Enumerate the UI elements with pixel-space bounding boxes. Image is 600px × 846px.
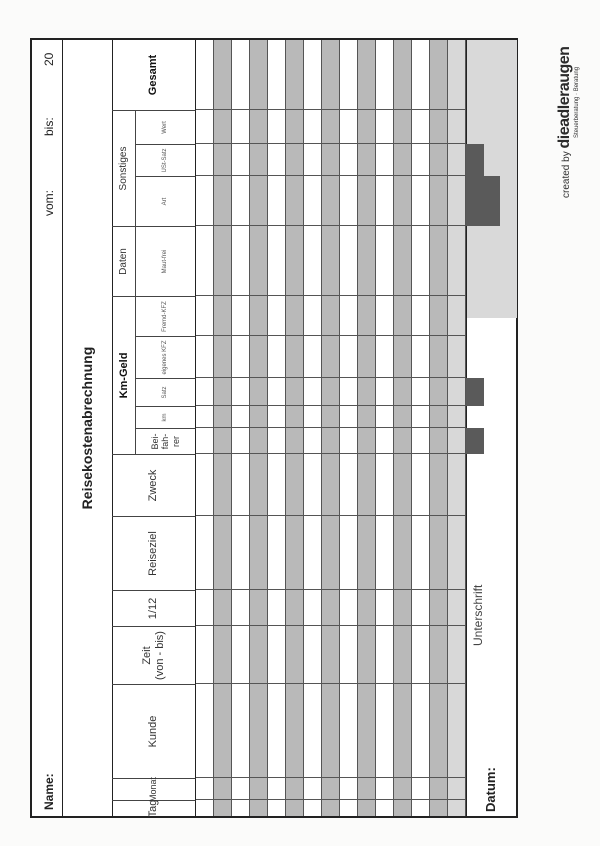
- grid-line: [196, 335, 466, 336]
- grid-line: [196, 427, 466, 428]
- name-label: Name:: [42, 773, 56, 810]
- table-row[interactable]: [448, 40, 466, 816]
- col-half: 1/12: [112, 590, 196, 626]
- grid-line: [196, 515, 466, 516]
- col-zweck: Zweck: [112, 454, 196, 516]
- col-zeit: Zeit (von - bis): [112, 626, 196, 684]
- table-body: [196, 40, 466, 816]
- brand-tagline: Steuerberatung · Beratung: [574, 66, 580, 138]
- table-row[interactable]: [412, 40, 430, 816]
- col-art: Art: [136, 176, 196, 226]
- col-tag: Tag: [112, 800, 196, 816]
- grid-line: [196, 377, 466, 378]
- year-prefix: 20: [42, 52, 56, 66]
- col-fremd-kfz: Fremd-KFZ: [136, 296, 196, 336]
- table-row[interactable]: [196, 40, 214, 816]
- grid-line: [196, 799, 466, 800]
- grid-line: [196, 453, 466, 454]
- created-by-label: created by: [561, 151, 572, 198]
- grid-line: [196, 109, 466, 110]
- from-label: vom:: [42, 189, 56, 216]
- table-row[interactable]: [250, 40, 268, 816]
- grid-line: [196, 589, 466, 590]
- table-row[interactable]: [358, 40, 376, 816]
- col-eigenes-kfz: eigenes KFZ: [136, 336, 196, 378]
- dark-total-cell: [484, 176, 500, 226]
- table-row[interactable]: [232, 40, 250, 816]
- km-geld-group: Km-Geld: [112, 296, 136, 454]
- brand-logo: [556, 28, 596, 198]
- col-gesamt: Gesamt: [112, 40, 196, 110]
- grid-line: [196, 175, 466, 176]
- col-km: km: [136, 406, 196, 428]
- to-label: bis:: [42, 117, 56, 136]
- col-ust-satz: USt-Satz: [136, 144, 196, 176]
- table-row[interactable]: [214, 40, 232, 816]
- col-reiseziel: Reiseziel: [112, 516, 196, 590]
- grid-line: [196, 295, 466, 296]
- daten-group: Daten: [112, 226, 136, 296]
- grid-line: [196, 777, 466, 778]
- grid-line: [196, 143, 466, 144]
- table-row[interactable]: [268, 40, 286, 816]
- table-row[interactable]: [322, 40, 340, 816]
- col-beifahrer: Bei-fah-rer: [136, 428, 196, 454]
- grid-line: [196, 405, 466, 406]
- dark-total-cell: [466, 428, 484, 454]
- dark-total-cell: [466, 144, 484, 226]
- col-monat: Monat: [112, 778, 196, 800]
- table-row[interactable]: [394, 40, 412, 816]
- logo-text-block: [556, 28, 596, 198]
- table-row[interactable]: [376, 40, 394, 816]
- col-mautfrei: Maut-frei: [136, 226, 196, 296]
- col-kunde: Kunde: [112, 684, 196, 778]
- sonstiges-group: Sonstiges: [112, 110, 136, 226]
- datum-label: Datum:: [483, 767, 498, 812]
- grid-line: [196, 225, 466, 226]
- table-row[interactable]: [286, 40, 304, 816]
- dark-total-cell: [466, 378, 484, 406]
- signature-label: Unterschrift: [471, 584, 485, 646]
- form-title: Reisekostenabrechnung: [62, 40, 113, 816]
- col-wert: Wert: [136, 110, 196, 144]
- table-row[interactable]: [340, 40, 358, 816]
- brand-name: dieadleraugen: [556, 46, 573, 149]
- grid-line: [196, 683, 466, 684]
- table-row[interactable]: [304, 40, 322, 816]
- travel-expense-form: [30, 38, 518, 818]
- table-row[interactable]: [430, 40, 448, 816]
- form-header: [32, 40, 63, 816]
- grid-line: [196, 625, 466, 626]
- col-satz: Satz: [136, 378, 196, 406]
